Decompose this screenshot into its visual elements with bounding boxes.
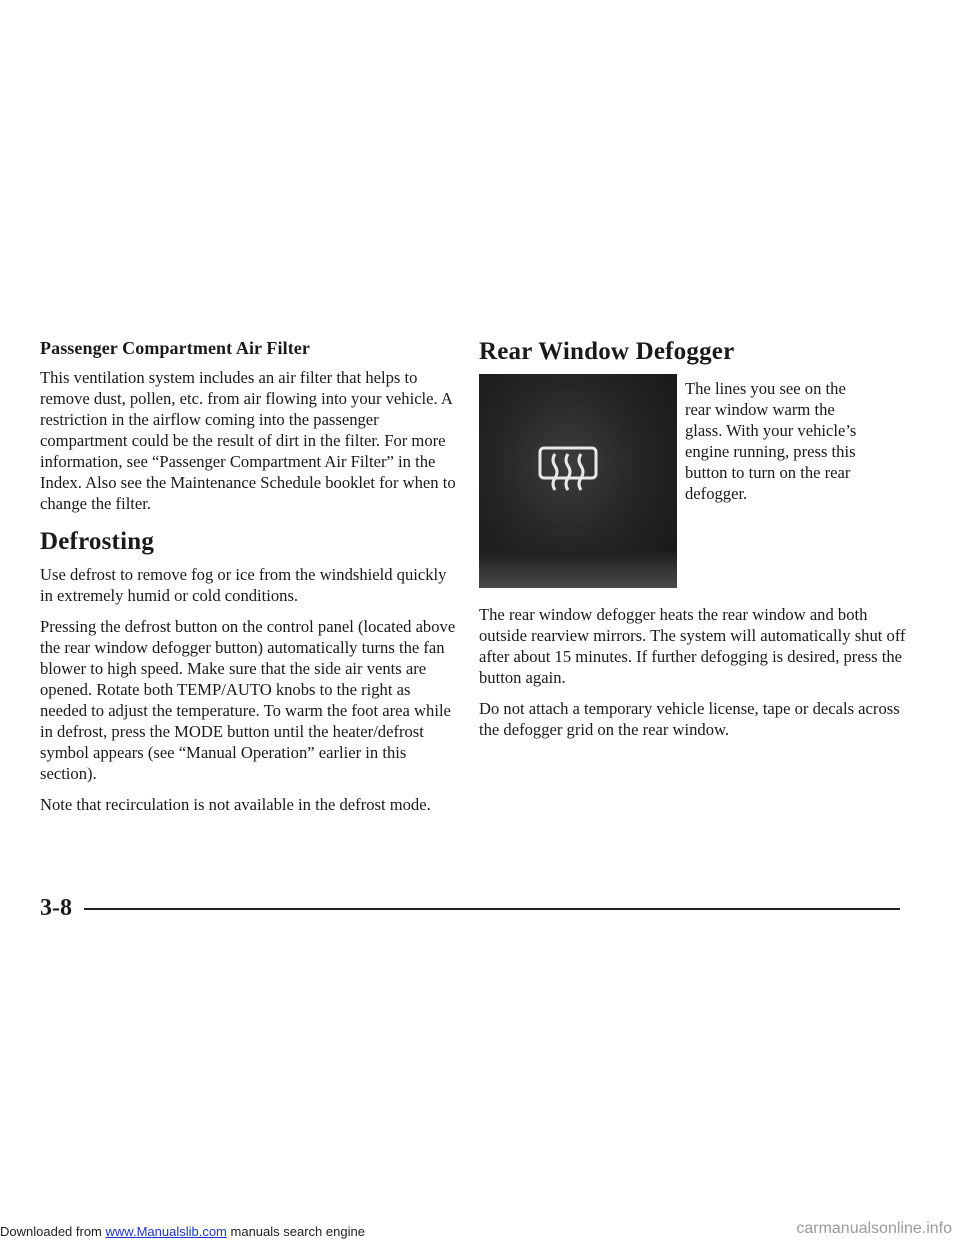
- page-number: 3-8: [40, 895, 72, 921]
- watermark: carmanualsonline.info: [796, 1220, 952, 1237]
- rear-defogger-heading: Rear Window Defogger: [479, 338, 735, 365]
- defrost-paragraph-1: Use defrost to remove fog or ice from the windshield quickly in extremely humid or cold conditions.: [40, 565, 447, 605]
- defogger-intro-text: The lines you see on the rear window warm the glass. With your vehicle’s engine running, press this button to turn on the rear defogger.: [685, 379, 857, 503]
- defogger-paragraph-2: Do not attach a temporary vehicle license, tape or decals across the defogger grid on the rear window.: [479, 699, 900, 739]
- defrosting-heading: Defrosting: [40, 528, 155, 555]
- download-prefix: Downloaded from: [0, 1224, 102, 1239]
- defogger-paragraph-1: The rear window defogger heats the rear window and both outside rearview mirrors. The system will automatically shut off after about 15 minutes. If further defogging is desired, press the button again.: [479, 605, 906, 687]
- manualslib-link[interactable]: www.Manualslib.com: [105, 1224, 227, 1239]
- left-column: [40, 338, 460, 825]
- defrost-paragraph-3: Note that recirculation is not available in the defrost mode.: [40, 795, 431, 814]
- defogger-button-photo: [479, 374, 677, 588]
- filter-paragraph: This ventilation system includes an air filter that helps to remove dust, pollen, etc. from air flowing into your vehicle. A restriction in the airflow coming into the passenger compartment could be the result of dirt in the filter. For more information, see “Passenger Compartment Air Filter” in the Index. Also see the Maintenance Schedule booklet for when to change the filter.: [40, 368, 456, 513]
- defrost-paragraph-2: Pressing the defrost button on the control panel (located above the rear window defogger button) automatically turns the fan blower to high speed. Make sure that the side air vents are opened. Rotate both TEMP/AUTO knobs to the right as needed to adjust the temperature. To warm the foot area while in defrost, press the MODE button until the heater/defrost symbol appears (see “Manual Operation” earlier in this section).: [40, 617, 456, 783]
- page-footer: [40, 895, 900, 922]
- filter-heading: Passenger Compartment Air Filter: [40, 338, 310, 358]
- right-column: [479, 338, 909, 750]
- download-suffix: manuals search engine: [230, 1224, 365, 1239]
- defogger-intro-row: [479, 374, 909, 588]
- footer-rule: [84, 908, 900, 910]
- rear-defogger-icon: [535, 438, 601, 502]
- download-bar: [0, 1224, 365, 1239]
